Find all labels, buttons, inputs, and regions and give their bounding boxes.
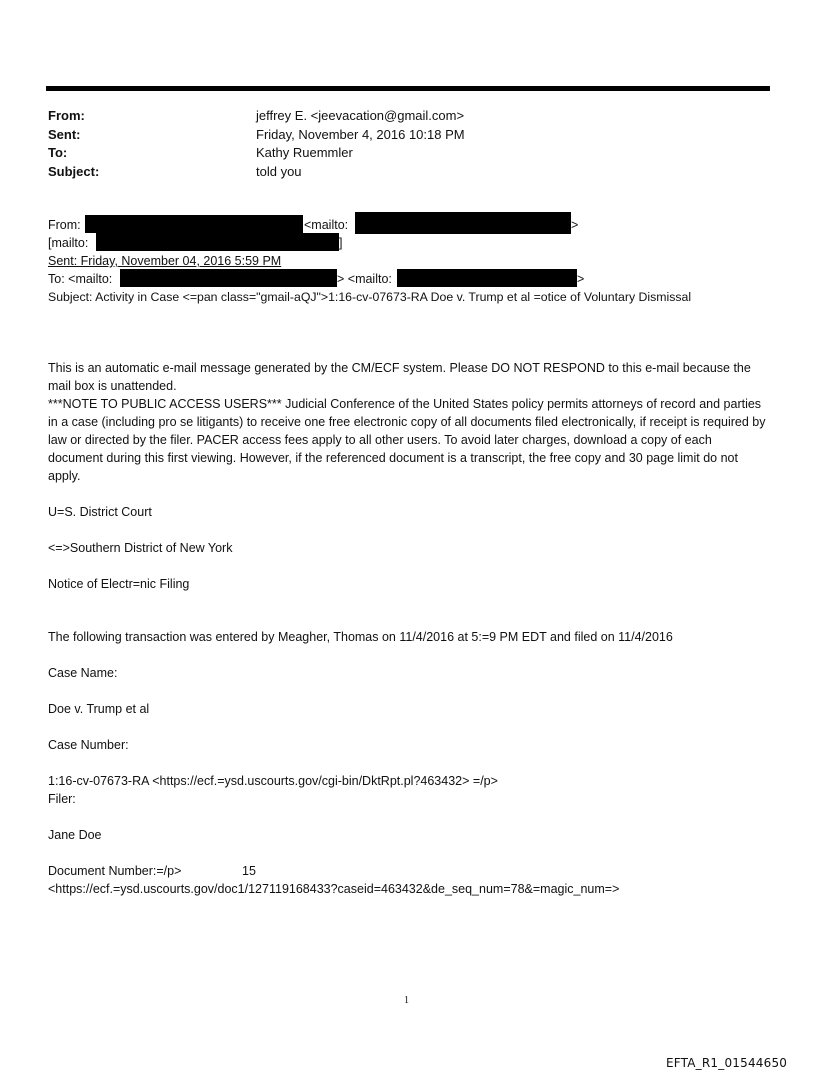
district-name: <=>Southern District of New York bbox=[48, 541, 233, 555]
filer-value: Jane Doe bbox=[48, 828, 102, 842]
document-link[interactable]: <https://ecf.=ysd.uscourts.gov/doc1/127119168433?caseid=463432&de_seq_num=78&=magic_num=> bbox=[48, 882, 620, 896]
transaction-line: The following transaction was entered by Meagher, Thomas on 11/4/2016 at 5:=9 PM EDT and filed on 11/4/2016 bbox=[48, 630, 673, 644]
to-value: Kathy Ruemmler bbox=[256, 145, 353, 160]
court-name: U=S. District Court bbox=[48, 505, 152, 519]
document-number-value: 15 bbox=[242, 864, 256, 878]
fwd-bracket-close: ] bbox=[339, 236, 343, 250]
document-number-label: Document Number:=/p> bbox=[48, 864, 182, 878]
from-value: jeffrey E. <jeevacation@gmail.com> bbox=[256, 108, 465, 123]
fwd-sent-line: Sent: Friday, November 04, 2016 5:59 PM bbox=[48, 254, 282, 268]
page-number: 1 bbox=[404, 995, 409, 1006]
fwd-to-prefix: To: <mailto: bbox=[48, 272, 113, 286]
case-number-label: Case Number: bbox=[48, 738, 129, 752]
case-name-value: Doe v. Trump et al bbox=[48, 702, 150, 716]
notice-paragraph-automatic: This is an automatic e-mail message generated by the CM/ECF system. Please DO NOT RESPOND to this e-mail because the mail box is unattended. bbox=[48, 361, 751, 393]
sent-value: Friday, November 4, 2016 10:18 PM bbox=[256, 126, 465, 142]
fwd-to-end: > bbox=[577, 272, 585, 286]
fwd-mailto-1: <mailto: bbox=[304, 218, 349, 232]
bates-stamp: EFTA_R1_01544650 bbox=[666, 1056, 788, 1070]
subject-value: told you bbox=[256, 163, 302, 179]
notice-paragraph-public-access: ***NOTE TO PUBLIC ACCESS USERS*** Judicial Conference of the United States policy permits attorneys of record and parties in a case (including pro se litigants) to receive one free electronic copy of all documents filed electronically, if receipt is required by law or directed by the filer. PACER access fees apply to all other users. To avoid later charges, download a copy of each document during this first viewing. However, if the referenced document is a transcript, the free copy and 30 page limit do not apply. bbox=[48, 397, 766, 483]
filer-label: Filer: bbox=[48, 792, 76, 806]
fwd-mailto-bracket-prefix: [mailto: bbox=[48, 236, 89, 250]
case-name-label: Case Name: bbox=[48, 666, 118, 680]
redaction-bar bbox=[85, 215, 303, 233]
fwd-subject-line: Subject: Activity in Case <=pan class="gmail-aQJ">1:16-cv-07673-RA Doe v. Trump et al =otice of Voluntary Dismissal bbox=[48, 290, 692, 304]
case-number-value[interactable]: 1:16-cv-07673-RA <https://ecf.=ysd.uscourts.gov/cgi-bin/DktRpt.pl?463432> =/p> bbox=[48, 774, 498, 788]
redaction-bar bbox=[397, 269, 577, 287]
from-label: From: bbox=[48, 108, 85, 123]
redaction-bar bbox=[355, 212, 571, 234]
sent-label: Sent: bbox=[48, 126, 81, 142]
redaction-bar bbox=[120, 269, 337, 287]
fwd-from-prefix: From: bbox=[48, 218, 81, 232]
subject-label: Subject: bbox=[48, 163, 100, 179]
to-label: To: bbox=[48, 145, 68, 160]
filing-title: Notice of Electr=nic Filing bbox=[48, 577, 190, 591]
fwd-to-mid: > <mailto: bbox=[337, 272, 392, 286]
fwd-gt-1: > bbox=[571, 218, 579, 232]
header-rule bbox=[46, 86, 770, 91]
redaction-bar bbox=[96, 233, 339, 251]
